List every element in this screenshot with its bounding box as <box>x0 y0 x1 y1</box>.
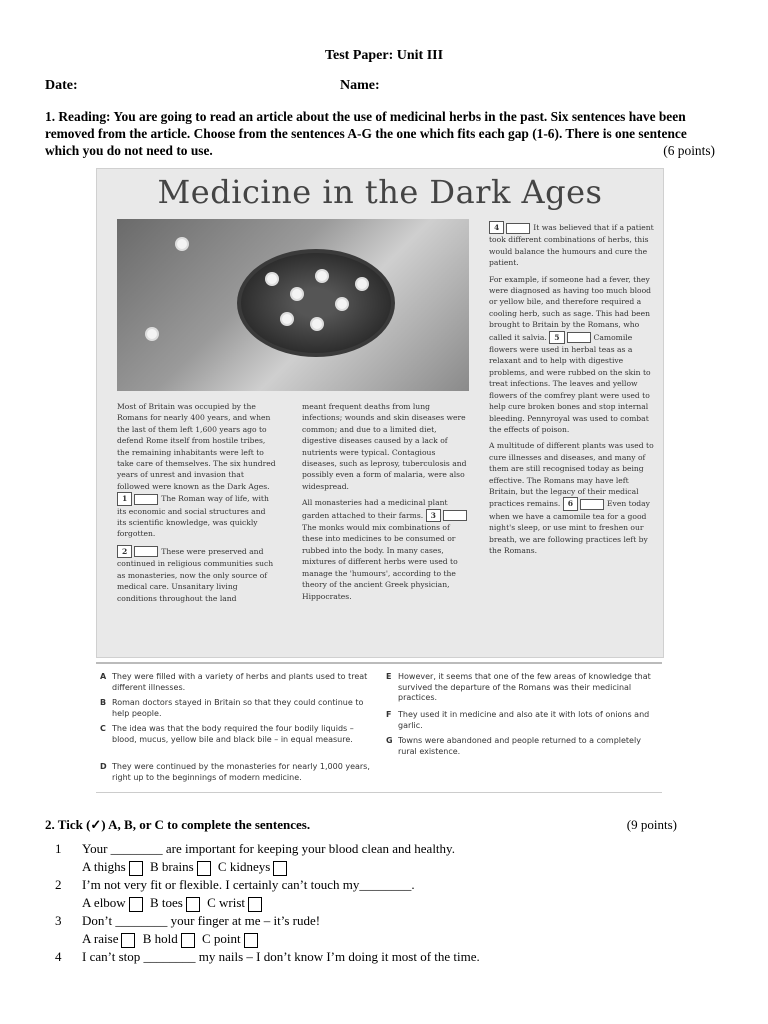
option-text: They used it in medicine and also ate it with lots of onions and garlic. <box>398 710 650 730</box>
gap-2-box <box>134 546 158 557</box>
question-1-instructions <box>45 108 715 159</box>
choice-b-checkbox[interactable] <box>186 897 200 912</box>
q2-points: (9 points) <box>626 817 677 832</box>
choice-b-checkbox[interactable] <box>181 933 195 948</box>
choice-a-label: A raise <box>82 931 119 946</box>
option-a <box>100 672 370 693</box>
gap-3-box <box>443 510 467 521</box>
option-b <box>100 698 370 719</box>
gap-6-box <box>580 499 604 510</box>
choice-c-label: C wrist <box>207 895 245 910</box>
article-column-2 <box>302 401 470 607</box>
q1-points: (6 points) <box>663 143 715 158</box>
herb-pot-photo <box>117 219 469 391</box>
flower-shape <box>357 279 367 289</box>
choice-c-label: C kidneys <box>217 859 271 874</box>
gap-4-box <box>506 223 530 234</box>
flower-shape <box>177 239 187 249</box>
flower-shape <box>317 271 327 281</box>
option-letter: D <box>100 762 107 771</box>
q2-item-3-sentence: Don’t ________ your finger at me – it’s rude! <box>82 913 321 928</box>
pot-shape <box>237 249 395 357</box>
col2-para-3: The monks would mix combinations of these into medicines to be consumed or rubbed into the body. In many cases, mixtures of different herbs were used to manage the 'humours', according to the theory of the ancient Greek physician, Hippocrates. <box>302 523 458 601</box>
col2-para-2: All monasteries had a medicinal plant garden attached to their farms. <box>302 498 448 520</box>
option-letter: A <box>100 672 107 681</box>
name-label: Name: <box>340 78 380 93</box>
option-text: Towns were abandoned and people returned to a completely rural existence. <box>398 736 641 756</box>
col3-para-3: Camomile flowers were used in herbal teas as a relaxant and to help with digestive problems, and were rubbed on the skin to treat infections. The leaves and yellow flowers of the comfrey plant were used to help cure broken bones and stop internal bleeding. Pennyroyal was used to combat the effects of poison. <box>489 332 651 434</box>
option-letter: B <box>100 698 107 707</box>
option-e <box>386 672 652 704</box>
gap-3: 3 <box>426 509 441 522</box>
gap-2: 2 <box>117 545 132 558</box>
q2-item-1-choices <box>82 858 291 876</box>
article-title: Medicine in the Dark Ages <box>157 173 603 211</box>
option-text: However, it seems that one of the few areas of knowledge that survived the departure of the Romans was their medicinal practices. <box>398 672 651 703</box>
gap-5-box <box>567 332 591 343</box>
q2-item-1-number: 1 <box>55 841 62 856</box>
option-text: The idea was that the body required the four bodily liquids – blood, mucus, yellow bile and black bile – in equal measure. <box>112 724 354 744</box>
option-letter: C <box>100 724 106 733</box>
question-2-instructions <box>45 817 677 833</box>
col2-para-1: meant frequent deaths from lung infections; wounds and skin diseases were common; and due to a limited diet, digestive diseases caused by a lack of nutrients were typical. Contagious diseases, such as leprosy, tuberculosis and possibly even a form of malaria, were also widespread. <box>302 402 467 491</box>
choice-c-checkbox[interactable] <box>244 933 258 948</box>
choice-c-checkbox[interactable] <box>248 897 262 912</box>
article-column-1 <box>117 401 277 609</box>
gap-1-box <box>134 494 158 505</box>
flower-shape <box>282 314 292 324</box>
col1-para-2: The Roman way of life, with its economic and social structures and its scientific knowledge, was quickly forgotten. <box>117 494 269 539</box>
choice-a-label: A elbow <box>82 895 126 910</box>
choice-a-label: A thighs <box>82 859 126 874</box>
flower-shape <box>337 299 347 309</box>
choice-b-label: B hold <box>142 931 178 946</box>
gap-5: 5 <box>549 331 564 344</box>
q2-item-2-sentence: I’m not very fit or flexible. I certainly can’t touch my________. <box>82 877 415 892</box>
col1-para-1: Most of Britain was occupied by the Romans for nearly 400 years, and when the last of them left 1,600 years ago to defend Rome itself from hostile tribes, the remaining inhabitants were left to take care of themselves. The six hundred years of unrest and invasion that followed were known as the Dark Ages. <box>117 402 276 491</box>
flower-shape <box>267 274 277 284</box>
option-d <box>100 762 370 783</box>
option-letter: F <box>386 710 392 719</box>
col3-para-1: It was believed that if a patient took different combinations of herbs, this would balance the humours and cure the patient. <box>489 223 654 268</box>
choice-c-label: C point <box>202 931 241 946</box>
q2-item-1-sentence: Your ________ are important for keeping your blood clean and healthy. <box>82 841 455 856</box>
article-column-3 <box>489 221 655 561</box>
col3-para-2: For example, if someone had a fever, they were diagnosed as having too much blood or yellow bile, and therefore required a cooling herb, such as sage. This had been brought to Britain by the Romans, who called it salvia. <box>489 274 652 342</box>
option-text: They were continued by the monasteries for nearly 1,000 years, right up to the beginnings of modern medicine. <box>112 762 370 782</box>
gap-6: 6 <box>563 497 578 510</box>
page-title: Test Paper: Unit III <box>324 48 444 63</box>
q1-text: 1. Reading: You are going to read an article about the use of medicinal herbs in the past. Six sentences have been removed from the article. Choose from the sentences A-G the one which fits each gap (1-6). There is one sentence which you do not need to use. <box>45 109 687 158</box>
choice-a-checkbox[interactable] <box>129 897 143 912</box>
article <box>96 168 664 658</box>
q2-item-4-number: 4 <box>55 949 62 964</box>
choice-b-checkbox[interactable] <box>197 861 211 876</box>
option-text: Roman doctors stayed in Britain so that they could continue to help people. <box>112 698 364 718</box>
date-label: Date: <box>45 78 78 93</box>
q2-item-2-number: 2 <box>55 877 62 892</box>
choice-a-checkbox[interactable] <box>121 933 135 948</box>
gap-4: 4 <box>489 221 504 234</box>
q2-text: 2. Tick (✓) A, B, or C to complete the sentences. <box>45 817 311 832</box>
col3-para-4: A multitude of different plants was used to cure illnesses and diseases, and many of them are still recognised today as being effective. The Romans may have left Britain, but the legacy of their medical practices remains. <box>489 441 654 509</box>
q2-item-4-sentence: I can’t stop ________ my nails – I don’t know I’m doing it most of the time. <box>82 949 480 964</box>
flower-shape <box>292 289 302 299</box>
choice-b-label: B brains <box>149 859 194 874</box>
q2-item-3-choices <box>82 930 262 948</box>
flower-shape <box>147 329 157 339</box>
choice-b-label: B toes <box>149 895 183 910</box>
option-c <box>100 724 370 745</box>
option-letter: G <box>386 736 393 745</box>
choice-c-checkbox[interactable] <box>273 861 287 876</box>
q2-item-3-number: 3 <box>55 913 62 928</box>
col1-para-3: These were preserved and continued in religious communities such as monasteries, now the only source of medical care. Unsanitary living conditions throughout the land <box>117 546 274 603</box>
option-f <box>386 710 652 731</box>
option-letter: E <box>386 672 392 681</box>
flower-shape <box>312 319 322 329</box>
option-text: They were filled with a variety of herbs and plants used to treat different illnesses. <box>112 672 368 692</box>
q2-item-2-choices <box>82 894 266 912</box>
col3-para-5: Even today when we have a camomile tea for a good night's sleep, or use mint to freshen our breath, we are following practices left by the Romans. <box>489 499 650 555</box>
choice-a-checkbox[interactable] <box>129 861 143 876</box>
sentence-options <box>96 662 662 793</box>
gap-1: 1 <box>117 492 132 505</box>
option-g <box>386 736 652 757</box>
